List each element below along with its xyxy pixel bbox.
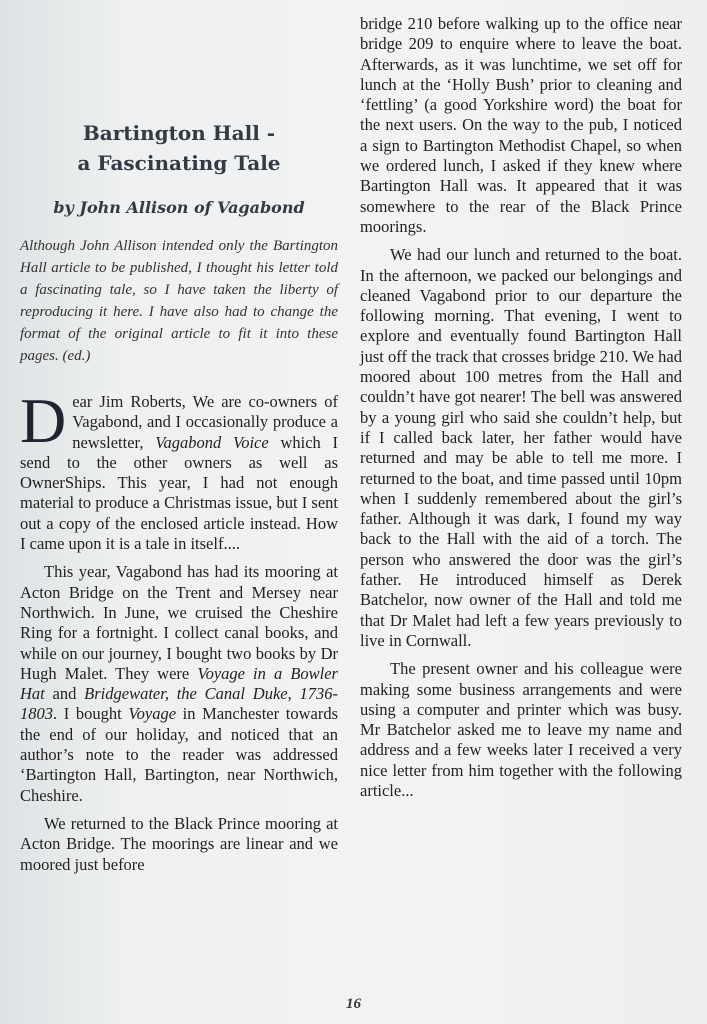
paragraph-5: We had our lunch and returned to the boat. In the afternoon, we packed our belongings and cleaned Vagabond prior to our departure the following morning. That evening, I went to explore and eventually found Bartington Hall just off the track that crosses bridge 210. We had moored about 100 metres from the Hall and couldn’t have got nearer! The bell was answered by a young girl who said she couldn’t help, but if I called back later, her father would have returned and may be able to tell me more. I returned to the boat, and time passed until 10pm when I suddenly remembered about the girl’s father. Although it was dark, I found my way back to the Hall with the aid of a torch. The person who answered the door was the girl’s father. He introduced himself as Derek Batchelor, now owner of the Hall and told me that Dr Malet had left a few years previously to live in Cornwall. [360, 245, 682, 650]
right-column [360, 14, 682, 801]
page-number: 16 [346, 996, 361, 1012]
paragraph-1 [20, 385, 338, 554]
article-title [20, 118, 338, 178]
paragraph-2-text-c: and [44, 684, 85, 704]
paragraph-2 [20, 562, 338, 806]
editor-intro: Although John Allison intended only the Bartington Hall article to be published, I thought his letter told a fascinating tale, so I have taken the liberty of reproducing it here. I have also had to change the format of the original article to fit it into these pages. (ed.) [20, 238, 338, 364]
left-column [20, 118, 338, 875]
title-line-2: a Fascinating Tale [77, 151, 281, 175]
paragraph-2-text-e: . I bought [53, 704, 129, 724]
drop-cap: D [20, 385, 67, 456]
byline: by John Allison of Vagabond [53, 198, 305, 217]
newsletter-title: Vagabond Voice [155, 432, 269, 452]
paragraph-2-text-g: in Manchester towards the end of our holiday, and noticed that an author’s note to the reader was addressed ‘Bartington Hall, Bartington, near Northwich, Cheshire. [20, 704, 338, 805]
book-title-short: Voyage [128, 704, 177, 724]
paragraph-1-text-a: ear Jim Roberts, We are co-owners of Vagabond, and I occasionally produce a newsletter, [72, 392, 338, 452]
paragraph-2-text-a: This year, Vagabond has had its mooring at Acton Bridge on the Trent and Mersey near Northwich. In June, we cruised the Cheshire Ring for a fortnight. I collect canal books, and while on our journey, I bought two books by Dr Hugh Malet. They were [20, 562, 338, 683]
paragraph-3: We returned to the Black Prince mooring at Acton Bridge. The moorings are linear and we moored just before [20, 813, 338, 874]
title-line-1: Bartington Hall - [82, 121, 276, 145]
paragraph-4: bridge 210 before walking up to the office near bridge 209 to enquire where to leave the boat. Afterwards, as it was lunchtime, we set off for lunch at the ‘Holly Bush’ prior to cleaning and ‘fettling’ (a good Yorkshire word) the boat for the next users. On the way to the pub, I noticed a sign to Bartington Methodist Chapel, so when we ordered lunch, I asked if they knew where Bartington Hall was. It appeared that it was somewhere to the rear of the Black Prince moorings. [360, 14, 682, 236]
paragraph-6: The present owner and his colleague were making some business arrangements and were using a computer and printer which was busy. Mr Batchelor asked me to leave my name and address and a few weeks later I received a very nice letter from him together with the following article... [360, 659, 682, 800]
book-title-2: Bridgewater, the Canal Duke, 1736-1803 [20, 684, 339, 724]
paragraph-1-text-c: which I send to the other owners as well as OwnerShips. This year, I had not enough material to produce a Christmas issue, but I sent out a copy of the enclosed article instead. How I came upon it is a tale in itself.... [20, 432, 338, 554]
book-title-1: Voyage in a Bowler Hat [20, 663, 338, 704]
